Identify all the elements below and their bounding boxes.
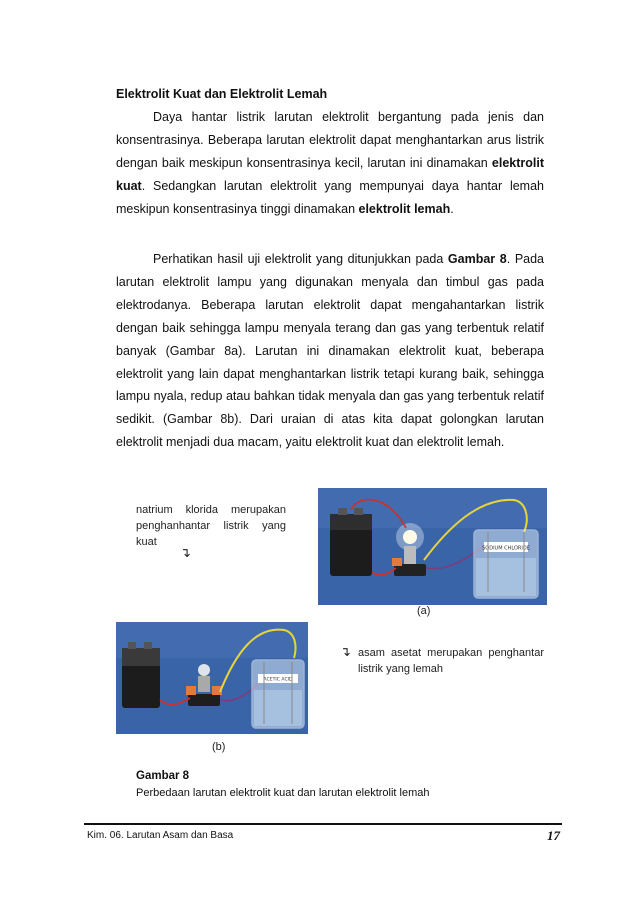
term-elektrolit-kuat: elektrolit kuat <box>116 155 544 193</box>
paragraph-1-text-3: . <box>450 201 454 216</box>
term-elektrolit-lemah: elektrolit lemah <box>358 201 451 216</box>
paragraph-1-text-2: . Sedangkan larutan elektrolit yang mempunyai daya hantar lemah meskipun konsentrasinya tinggi dinamakan <box>116 178 544 216</box>
figure-title: Gambar 8 <box>136 770 190 782</box>
paragraph-2-text-2: . Pada larutan elektrolit lampu yang digunakan menyala dan timbul gas pada elektrodanya. Beberapa larutan elektrolit dapat mengahantarkan listrik dengan baik sehingga lampu menyala terang dan gas yang terbentuk relatif banyak (Gambar 8a). Larutan ini dinamakan elektrolit kuat, beberapa elektrolit yang lain dapat menghantarkan listrik tetapi kurang baik, sehingga lampu nyala, redup atau bahkan tidak menyala dan gas yang terbentuk relatif sedikit. (Gambar 8b). Dari uraian di atas kita dapat golongkan larutan elektrolit menjadi dua macam, yaitu elektrolit kuat dan elektrolit lemah. <box>116 252 545 450</box>
figure-reference: Gambar 8 <box>447 252 507 266</box>
photo-a-illustration <box>318 488 547 605</box>
photo-weak-electrolyte <box>116 622 308 734</box>
beaker-label-a: SODIUM CHLORIDE <box>482 545 530 552</box>
beaker-label-b: ACETIC ACID <box>263 677 293 683</box>
arrow-down-icon: ↴ <box>180 545 191 560</box>
arrow-down-icon: ↴ <box>340 644 351 659</box>
figure-description: Perbedaan larutan elektrolit kuat dan larutan elektrolit lemah <box>136 787 430 799</box>
photo-strong-electrolyte <box>318 488 547 605</box>
footer-divider <box>84 823 562 825</box>
figure-a-caption: natrium klorida merupakan penghanhantar listrik yang kuat <box>136 504 286 548</box>
figure-b-caption: asam asetat merupakan penghantar listrik yang lemah <box>358 647 544 675</box>
figure-label-b: (b) <box>212 741 226 753</box>
footer-text: Kim. 06. Larutan Asam dan Basa <box>87 830 234 841</box>
paragraph-2 <box>116 248 544 454</box>
section-heading: Elektrolit Kuat dan Elektrolit Lemah <box>116 87 328 101</box>
paragraph-2-text-1: Perhatikan hasil uji elektrolit yang ditunjukkan pada <box>153 252 448 266</box>
paragraph-1-text-1: Daya hantar listrik larutan elektrolit bergantung pada jenis dan konsentrasinya. Beberapa larutan elektrolit dapat menghantarkan arus listrik dengan baik meskipun konsentrasinya kecil, larutan ini dinamakan <box>116 110 544 170</box>
page-number: 17 <box>547 828 560 843</box>
paragraph-1 <box>116 106 544 221</box>
figure-label-a: (a) <box>417 605 431 617</box>
photo-b-illustration <box>116 622 308 734</box>
